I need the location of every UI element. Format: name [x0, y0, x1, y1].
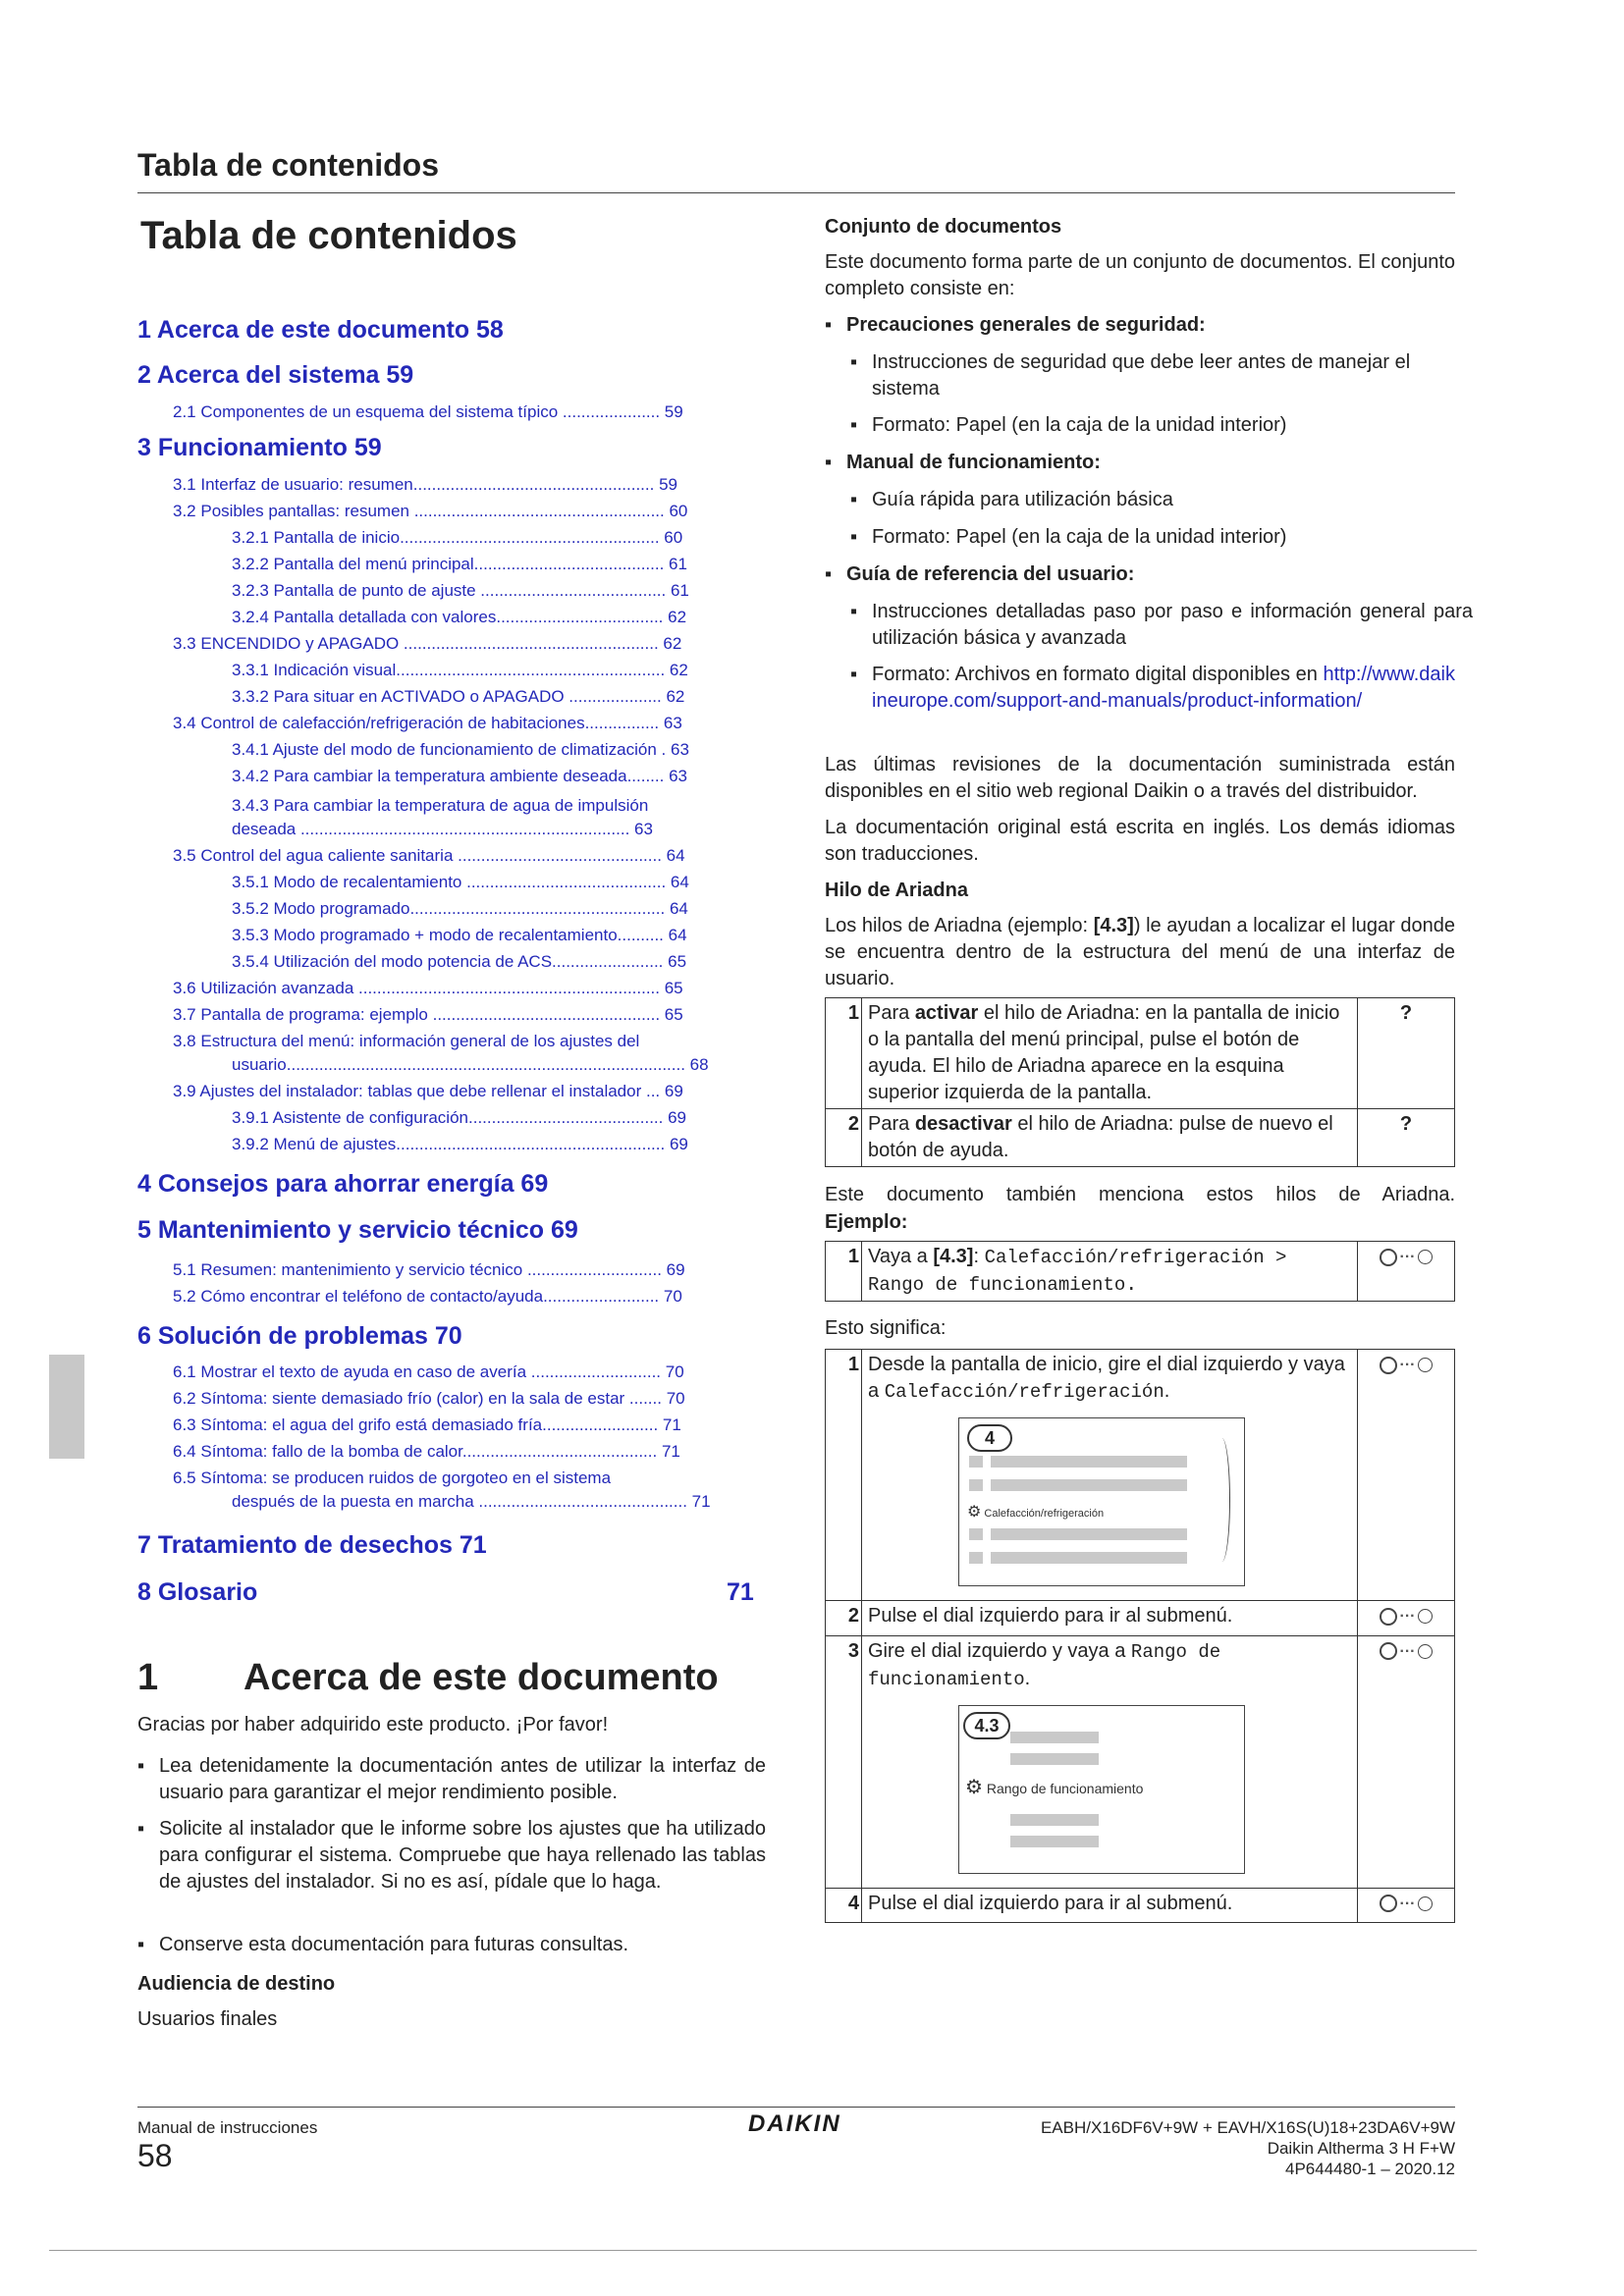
intro-text: Gracias por haber adquirido este producto. ¡Por favor! — [137, 1714, 609, 1735]
dial-icon: ··· — [1358, 1350, 1455, 1601]
toc-glossary-page[interactable]: 71 — [727, 1578, 754, 1606]
page-number: 58 — [137, 2138, 173, 2173]
toc-section-link[interactable]: 3.6 Utilización avanzada ................................................................. 65 — [173, 979, 683, 997]
toc-chapter-link[interactable]: 3 Funcionamiento 59 — [137, 434, 382, 461]
mention-text: Este documento también menciona estos hilos de Ariadna. — [825, 1184, 1455, 1205]
table-row: 2 Pulse el dial izquierdo para ir al submenú. ··· — [826, 1601, 1455, 1636]
audience-text: Usuarios finales — [137, 2008, 278, 2030]
toc-chapter-link[interactable]: 1 Acerca de este documento 58 — [137, 316, 504, 344]
toc-section-link[interactable]: 6.4 Síntoma: fallo de la bomba de calor.......................................... 71 — [173, 1442, 680, 1461]
toc-section-link[interactable]: después de la puesta en marcha ............................................. 71 — [232, 1492, 711, 1511]
audience-heading: Audiencia de destino — [137, 1973, 336, 1995]
original-language-text: La documentación original está escrita en inglés. Los demás idiomas son traducciones. — [825, 817, 1455, 865]
toc-section-link[interactable]: 3.3.2 Para situar en ACTIVADO o APAGADO .................... 62 — [232, 687, 685, 706]
menu-item-heating-cooling: ⚙ Calefacción/refrigeración — [967, 1504, 1105, 1521]
dial-press-icon: ··· — [1358, 1888, 1455, 1923]
doc-subitem: ▪ Instrucciones de seguridad que debe leer antes de manejar el sistema — [850, 351, 1411, 400]
toc-chapter-link[interactable]: 8 Glosario — [137, 1578, 258, 1606]
doc-subitem: ▪ Formato: Papel (en la caja de la unidad interior) — [850, 526, 1287, 548]
toc-section-link[interactable]: 3.4.2 Para cambiar la temperatura ambiente deseada........ 63 — [232, 767, 687, 785]
breadcrumb-text: Los hilos de Ariadna (ejemplo: [4.3]) le ayudan a localizar el lugar donde se encuentra dentro de la estructura del menú de una interfaz de usuario. — [825, 915, 1456, 989]
toc-section-link[interactable]: 3.9.2 Menú de ajustes.......................................................... 69 — [232, 1135, 688, 1153]
toc-section-link[interactable]: 5.2 Cómo encontrar el teléfono de contacto/ayuda......................... 70 — [173, 1287, 682, 1306]
gear-icon: ⚙ — [965, 1776, 983, 1798]
toc-section-link[interactable]: deseada ....................................................................... 63 — [232, 820, 653, 838]
toc-section-link[interactable]: 3.3.1 Indicación visual.......................................................... 62 — [232, 661, 688, 679]
table-row: 1 Para activar el hilo de Ariadna: en la pantalla de inicio o la pantalla del menú principal, pulse el botón de ayuda. El hilo de Ariadna aparece en la esquina superior izquierda de la pantalla. ? — [826, 998, 1455, 1109]
toc-section-link[interactable]: 3.8 Estructura del menú: información general de los ajustes del — [173, 1032, 640, 1050]
doc-subitem: ▪ Instrucciones detalladas paso por paso e información general para utilización básica y avanzada — [850, 601, 1473, 649]
dial-icon: ··· — [1358, 1242, 1455, 1302]
toc-section-link[interactable]: 3.5 Control del agua caliente sanitaria ............................................ 64 — [173, 846, 685, 865]
doc-subitem: ▪ Guía rápida para utilización básica — [850, 489, 1173, 510]
toc-section-link[interactable]: 5.1 Resumen: mantenimiento y servicio técnico ............................. 69 — [173, 1260, 685, 1279]
table-row: 1 Vaya a [4.3]: Calefacción/refrigeración > Rango de funcionamiento. ··· — [826, 1242, 1455, 1302]
toc-section-link[interactable]: 6.3 Síntoma: el agua del grifo está demasiado fría......................... 71 — [173, 1415, 681, 1434]
means-text: Esto significa: — [825, 1317, 947, 1339]
toc-section-link[interactable]: 3.5.1 Modo de recalentamiento ........................................... 64 — [232, 873, 689, 891]
table-row: 3 Gire el dial izquierdo y vaya a Rango de funcionamiento. 4.3 ⚙ Rango de funcionamiento ··· — [826, 1635, 1455, 1888]
toc-chapter-link[interactable]: 6 Solución de problemas 70 — [137, 1322, 462, 1350]
help-button-icon: ? — [1358, 998, 1455, 1109]
toc-section-link[interactable]: 3.2.1 Pantalla de inicio........................................................ 60 — [232, 528, 683, 547]
footer-docnum: 4P644480-1 – 2020.12 — [1285, 2160, 1455, 2178]
toc-section-link[interactable]: 3.4 Control de calefacción/refrigeración de habitaciones................ 63 — [173, 714, 682, 732]
toc-section-link[interactable]: 3.1 Interfaz de usuario: resumen.................................................... 59 — [173, 475, 677, 494]
toc-section-link[interactable]: 6.5 Síntoma: se producen ruidos de gorgoteo en el sistema — [173, 1468, 612, 1487]
footer-manual-label: Manual de instrucciones — [137, 2118, 318, 2137]
page-bottom-rule — [49, 2250, 1477, 2251]
table-row: 2 Para desactivar el hilo de Ariadna: pulse de nuevo el botón de ayuda. ? — [826, 1109, 1455, 1167]
running-header: Tabla de contenidos — [137, 147, 439, 183]
toc-section-link[interactable]: 3.5.4 Utilización del modo potencia de ACS........................ 65 — [232, 952, 687, 971]
dial-icon: ··· — [1358, 1635, 1455, 1888]
submenu-screen-illustration — [958, 1705, 1245, 1874]
steps-table — [825, 1349, 1455, 1923]
toc-section-link[interactable]: usuario...................................................................................... 68 — [232, 1055, 709, 1074]
toc-section-link[interactable]: 3.2 Posibles pantallas: resumen ...................................................... 60 — [173, 502, 688, 520]
toc-chapter-link[interactable]: 7 Tratamiento de desechos 71 — [137, 1531, 487, 1559]
doc-item: ▪ Manual de funcionamiento: — [825, 452, 1101, 473]
breadcrumb-help-table — [825, 997, 1455, 1167]
docset-intro: Este documento forma parte de un conjunto de documentos. El conjunto completo consiste en: — [825, 251, 1455, 299]
menu-item-operation-range: ⚙ Rango de funcionamiento — [965, 1776, 1144, 1798]
doc-item: ▪ Guía de referencia del usuario: — [825, 563, 1135, 585]
toc-chapter-link[interactable]: 5 Mantenimiento y servicio técnico 69 — [137, 1216, 578, 1244]
toc-title: Tabla de contenidos — [140, 214, 517, 257]
table-row: 1 Desde la pantalla de inicio, gire el dial izquierdo y vaya a Calefacción/refrigeración. 4 ⚙ Calefacción/refrigeración ··· — [826, 1350, 1455, 1601]
toc-chapter-link[interactable]: 4 Consejos para ahorrar energía 69 — [137, 1170, 549, 1198]
section-number: 1 — [137, 1657, 159, 1698]
toc-section-link[interactable]: 3.7 Pantalla de programa: ejemplo ................................................. 65 — [173, 1005, 683, 1024]
toc-section-link[interactable]: 3.9.1 Asistente de configuración.......................................... 69 — [232, 1108, 687, 1127]
toc-section-link[interactable]: 3.9 Ajustes del instalador: tablas que debe rellenar el instalador ... 69 — [173, 1082, 683, 1100]
breadcrumb-example-table — [825, 1241, 1455, 1302]
toc-section-link[interactable]: 3.2.2 Pantalla del menú principal......................................... 61 — [232, 555, 687, 573]
toc-section-link[interactable]: 3.2.3 Pantalla de punto de ajuste ........................................ 61 — [232, 581, 689, 600]
help-button-icon: ? — [1358, 1109, 1455, 1167]
toc-section-link[interactable]: 3.4.1 Ajuste del modo de funcionamiento de climatización . 63 — [232, 740, 689, 759]
footer-divider — [137, 2107, 1455, 2108]
toc-section-link[interactable]: 6.2 Síntoma: siente demasiado frío (calor) en la sala de estar ....... 70 — [173, 1389, 685, 1408]
daikin-logo: DAIKIN — [748, 2110, 841, 2137]
section-title: Acerca de este documento — [244, 1657, 719, 1698]
toc-chapter-link[interactable]: 2 Acerca del sistema 59 — [137, 361, 414, 389]
breadcrumb-badge: 4 — [967, 1424, 1012, 1452]
menu-screen-illustration — [958, 1417, 1245, 1586]
footer-model: EABH/X16DF6V+9W + EAVH/X16S(U)18+23DA6V+9W — [1040, 2118, 1455, 2137]
toc-section-link[interactable]: 3.3 ENCENDIDO y APAGADO ....................................................... 62 — [173, 634, 682, 653]
doc-subitem: ▪ Formato: Archivos en formato digital disponibles en http://www.daikineurope.com/support-and-manuals/product-information/ — [850, 664, 1455, 712]
doc-subitem: ▪ Formato: Papel (en la caja de la unidad interior) — [850, 414, 1287, 436]
chapter-tab-marker — [49, 1355, 84, 1459]
footer-product: Daikin Altherma 3 H F+W — [1267, 2139, 1455, 2158]
example-label: Ejemplo: — [825, 1211, 908, 1233]
toc-section-link[interactable]: 2.1 Componentes de un esquema del sistema típico ..................... 59 — [173, 402, 683, 421]
dial-press-icon: ··· — [1358, 1601, 1455, 1636]
breadcrumb-badge: 4.3 — [963, 1712, 1010, 1739]
header-divider — [137, 192, 1455, 193]
breadcrumb-heading: Hilo de Ariadna — [825, 880, 968, 901]
table-row: 4 Pulse el dial izquierdo para ir al submenú. ··· — [826, 1888, 1455, 1923]
toc-section-link[interactable]: 3.5.2 Modo programado....................................................... 64 — [232, 899, 688, 918]
docset-heading: Conjunto de documentos — [825, 216, 1062, 238]
gear-icon: ⚙ — [967, 1504, 982, 1521]
dial-arc — [1214, 1438, 1230, 1562]
toc-section-link[interactable]: 3.4.3 Para cambiar la temperatura de agua de impulsión — [232, 796, 649, 815]
revisions-text: Las últimas revisiones de la documentación suministrada están disponibles en el sitio web regional Daikin o a través del distribuidor. — [825, 754, 1455, 802]
doc-item: ▪ Precauciones generales de seguridad: — [825, 314, 1206, 336]
toc-section-link[interactable]: 3.2.4 Pantalla detallada con valores.................................... 62 — [232, 608, 687, 626]
product-info-link[interactable]: http://www.daikineurope.com/support-and-manuals/product-information/ — [872, 664, 1455, 712]
toc-section-link[interactable]: 3.5.3 Modo programado + modo de recalentamiento.......... 64 — [232, 926, 687, 944]
toc-section-link[interactable]: 6.1 Mostrar el texto de ayuda en caso de avería ............................ 70 — [173, 1362, 684, 1381]
